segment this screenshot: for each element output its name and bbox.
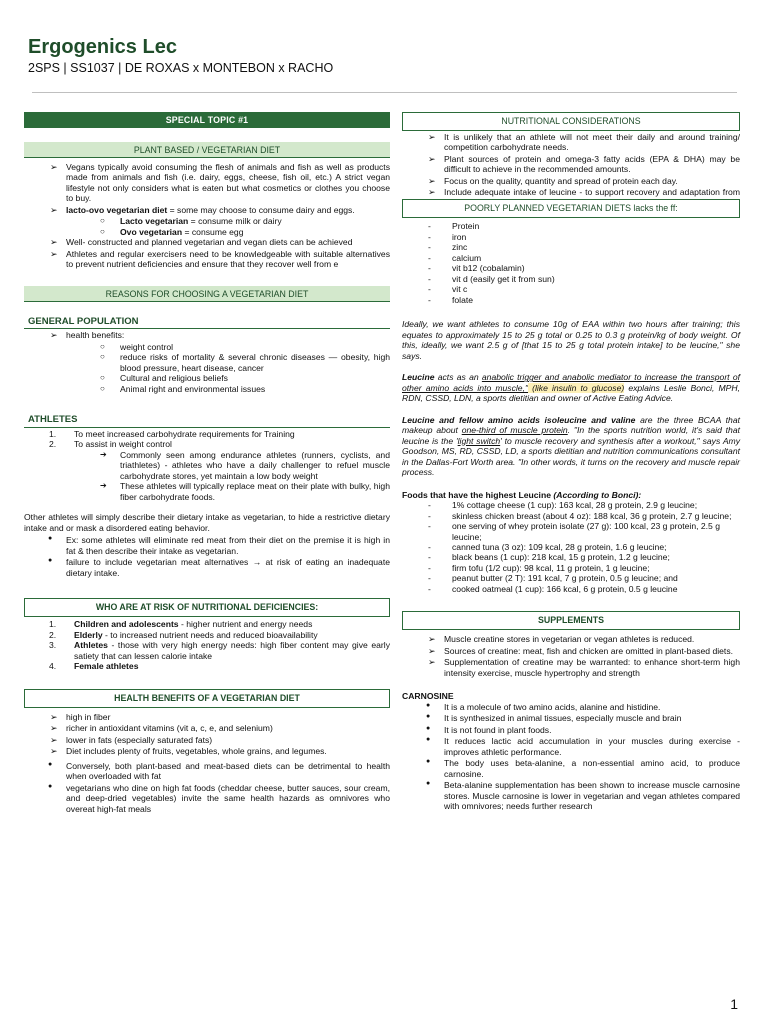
list-item: - calcium bbox=[402, 253, 740, 263]
list-item: 3. Athletes - those with very high energy needs: high fiber content may give early satiety that can lessen calorie intake bbox=[49, 640, 390, 661]
list-item: ➔ Commonly seen among endurance athletes (runners, cyclists, and triathletes) - athletes who have a daily challenger to refuel muscle carbohydrate stores, yet maintain a low body weight bbox=[24, 450, 390, 481]
list-item: ➢ It is unlikely that an athlete will not meet their daily and around training/ competition carbohydrate needs. bbox=[402, 132, 740, 153]
health-benefits-notes bbox=[24, 761, 390, 814]
page-number: 1 bbox=[730, 996, 738, 1012]
list-item: ● Beta-alanine supplementation has been shown to increase muscle carnosine stores. Muscle carnosine is lower in vegetarian and vegan athletes compared with omnivores; needs further research bbox=[402, 780, 740, 811]
list-item: - canned tuna (3 oz): 109 kcal, 28 g protein, 1.6 g leucine; bbox=[402, 542, 740, 552]
bcaa-paragraph: Leucine and fellow amino acids isoleucine and valine are the three BCAA that makeup about one-third of muscle protein. "In the sports nutrition world, it's said that leucine is the 'light switch' to muscle recovery and synthesis after a workout," says Amy Goodson, MS, RD, CSSD, LD, a sports dietitian and nutrition communications consultant in the Dallas-Fort Worth area. "In other words, it turns on the recovery and muscle repair process. bbox=[402, 414, 741, 478]
carnosine-list bbox=[402, 702, 740, 812]
list-item: ● It reduces lactic acid accumulation in your muscles during exercise - improves athletic performance. bbox=[402, 736, 740, 757]
list-item: ➢ Muscle creatine stores in vegetarian or vegan athletes is reduced. bbox=[402, 634, 740, 644]
list-item: - skinless chicken breast (about 4 oz): 188 kcal, 36 g protein, 2.7 g leucine; bbox=[402, 511, 740, 521]
poorly-planned-list bbox=[402, 221, 740, 305]
list-item: ● It is not found in plant foods. bbox=[402, 725, 740, 735]
list-item: ○ reduce risks of mortality & several chronic diseases — obesity, high blood pressure, heart disease, cancer bbox=[24, 352, 390, 373]
header-divider bbox=[32, 92, 737, 93]
list-item: ○ Cultural and religious beliefs bbox=[24, 373, 390, 383]
list-item: ● Conversely, both plant-based and meat-based diets can be detrimental to health when overloaded with fat bbox=[24, 761, 390, 782]
list-item: ➔ These athletes will typically replace meat on their plate with bulky, high fiber carbohydrate foods. bbox=[24, 481, 390, 502]
list-item: 2. Elderly - to increased nutrient needs and reduced bioavailability bbox=[49, 629, 318, 640]
list-item: - Protein bbox=[402, 221, 740, 231]
list-item: ➢ Well- constructed and planned vegetarian and vegan diets can be achieved bbox=[24, 237, 390, 247]
health-benefits-list bbox=[24, 712, 390, 757]
athletes-sublist bbox=[24, 450, 390, 502]
foods-list bbox=[402, 500, 740, 594]
list-item: ● It is a molecule of two amino acids, alanine and histidine. bbox=[402, 702, 740, 712]
list-item: ● It is synthesized in animal tissues, especially muscle and brain bbox=[402, 713, 740, 723]
list-item: ➢ high in fiber bbox=[24, 712, 390, 722]
list-item: - black beans (1 cup): 218 kcal, 15 g protein, 1.2 g leucine; bbox=[402, 552, 740, 562]
list-item: ➢ Athletes and regular exercisers need to be knowledgeable with suitable alternatives to prevent nutrient deficiencies and ensure that they recover well from e bbox=[24, 249, 390, 270]
list-item: ➢ lower in fats (especially saturated fats) bbox=[24, 735, 390, 745]
general-sublist bbox=[24, 342, 390, 394]
list-item: - vit b12 (cobalamin) bbox=[402, 263, 740, 273]
left-column bbox=[24, 112, 390, 815]
list-item: - cooked oatmeal (1 cup): 166 kcal, 6 g protein, 0.5 g leucine bbox=[402, 584, 740, 594]
general-list bbox=[24, 330, 390, 340]
nutritional-list bbox=[402, 132, 740, 208]
foods-heading: Foods that have the highest Leucine (According to Bonci): bbox=[402, 489, 642, 500]
list-item: ➢ Focus on the quality, quantity and spread of protein each day. bbox=[402, 176, 740, 186]
poorly-planned-heading: POORLY PLANNED VEGETARIAN DIETS lacks the ff: bbox=[402, 199, 740, 218]
special-topic-banner: SPECIAL TOPIC #1 bbox=[24, 112, 390, 128]
list-item: ➢ Supplementation of creatine may be warranted: to enhance short-term high intensity exercise, muscle hypertrophy and strength bbox=[402, 657, 740, 678]
general-population-heading: GENERAL POPULATION bbox=[24, 316, 390, 330]
carnosine-heading: CARNOSINE bbox=[402, 691, 454, 702]
other-athletes-paragraph: Other athletes will simply describe their dietary intake as vegetarian, to hide a restrictive dietary intake and or mask a disordered eating behavior. bbox=[24, 512, 390, 533]
page-subtitle: 2SPS | SS1037 | DE ROXAS x MONTEBON x RACHO bbox=[28, 61, 334, 75]
list-item: - firm tofu (1/2 cup): 98 kcal, 11 g protein, 1 g leucine; bbox=[402, 563, 740, 573]
list-item: ● The body uses beta-alanine, a non-essential amino acid, to produce carnosine. bbox=[402, 758, 740, 779]
list-item: - 1% cottage cheese (1 cup): 163 kcal, 28 g protein, 2.9 g leucine; bbox=[402, 500, 740, 510]
list-item: ○ Lacto vegetarian = consume milk or dairy bbox=[24, 216, 390, 226]
risk-list bbox=[24, 619, 390, 671]
list-item: ● Ex: some athletes will eliminate red meat from their diet on the premise it is high in fat & then describe their intake as vegetarian. bbox=[24, 535, 390, 556]
page-title: Ergogenics Lec bbox=[28, 36, 177, 58]
plant-based-list-2 bbox=[24, 237, 390, 269]
list-item: ➢ Plant sources of protein and omega-3 fatty acids (EPA & DHA) may be difficult to achieve in the recommended amounts. bbox=[402, 154, 740, 175]
leucine-paragraph: Leucine acts as an anabolic trigger and anabolic mediator to increase the transport of other amino acids into muscle," (like insulin to glucose) explains Leslie Bonci, MPH, RDN, CSSD, LDN, a sports dietitian and owner of Active Eating Advice. bbox=[402, 372, 741, 404]
supplements-heading: SUPPLEMENTS bbox=[402, 611, 740, 630]
plant-based-heading: PLANT BASED / VEGETARIAN DIET bbox=[24, 142, 390, 158]
list-item: ➢ lacto-ovo vegetarian diet = some may choose to consume dairy and eggs. bbox=[24, 205, 390, 215]
list-item: ➢ Include adequate intake of leucine - to support recovery and adaptation from bbox=[402, 187, 740, 208]
list-item: 1. To meet increased carbohydrate requirements for Training bbox=[49, 428, 295, 439]
list-item: ➢ Sources of creatine: meat, fish and chicken are omitted in plant-based diets. bbox=[402, 646, 740, 656]
plant-based-list bbox=[24, 162, 390, 215]
list-item: ➢ health benefits: bbox=[24, 330, 390, 340]
athletes-heading: ATHLETES bbox=[24, 414, 390, 428]
list-item: - vit d (easily get it from sun) bbox=[402, 274, 740, 284]
list-item: 2. To assist in weight control bbox=[49, 439, 172, 450]
list-item: ○ weight control bbox=[24, 342, 390, 352]
list-item: - zinc bbox=[402, 242, 740, 252]
list-item: - folate bbox=[402, 295, 740, 305]
reasons-heading: REASONS FOR CHOOSING A VEGETARIAN DIET bbox=[24, 286, 390, 302]
list-item: ➢ richer in antioxidant vitamins (vit a, c, e, and selenium) bbox=[24, 723, 390, 733]
list-item: - one serving of whey protein isolate (27 g): 100 kcal, 23 g protein, 2.5 g leucine; bbox=[402, 521, 740, 542]
list-item: - peanut butter (2 T): 191 kcal, 7 g protein, 0.5 g leucine; and bbox=[402, 573, 740, 583]
list-item: ➢ Diet includes plenty of fruits, vegetables, whole grains, and legumes. bbox=[24, 746, 390, 756]
nutritional-considerations-heading: NUTRITIONAL CONSIDERATIONS bbox=[402, 112, 740, 131]
list-item: ● vegetarians who dine on high fat foods (cheddar cheese, butter sauces, sour cream, and deep-dried vegetables) invite the same health hazards as omnivores who overeat high-fat meals bbox=[24, 783, 390, 814]
list-item: - vit c bbox=[402, 284, 740, 294]
list-item: ○ Ovo vegetarian = consume egg bbox=[24, 227, 390, 237]
list-item: ➢ Vegans typically avoid consuming the flesh of animals and fish as well as products made from animals and fish (i.e. dairy, eggs, cheese, fish oil, etc.) A strict vegan lifestyle not only considers what is eaten but what cosmetics or clothes you choose to buy. bbox=[24, 162, 390, 204]
list-item: ● failure to include vegetarian meat alternatives → at risk of eating an inadequate dietary intake. bbox=[24, 557, 390, 578]
supplements-list bbox=[402, 634, 740, 678]
other-athletes-list bbox=[24, 535, 390, 578]
eaa-paragraph: Ideally, we want athletes to consume 10g of EAA within two hours after training; this equates to approximately 15 to 25 g total or 0.25 to 0.3 g protein/kg of body weight. Of this, ideally, we want 2.5 g of [that 15 to 25 g total protein intake] to be leucine," she says. bbox=[402, 319, 740, 361]
health-benefits-heading: HEALTH BENEFITS OF A VEGETARIAN DIET bbox=[24, 689, 390, 708]
list-item: - iron bbox=[402, 232, 740, 242]
right-column bbox=[402, 112, 740, 813]
risk-heading: WHO ARE AT RISK OF NUTRITIONAL DEFICIENCIES: bbox=[24, 598, 390, 617]
lacto-ovo-sublist bbox=[24, 216, 390, 237]
list-item: 4. Female athletes bbox=[49, 661, 139, 672]
athletes-list bbox=[24, 429, 390, 450]
list-item: 1. Children and adolescents - higher nutrient and energy needs bbox=[49, 619, 313, 630]
list-item: ○ Animal right and environmental issues bbox=[24, 384, 390, 394]
